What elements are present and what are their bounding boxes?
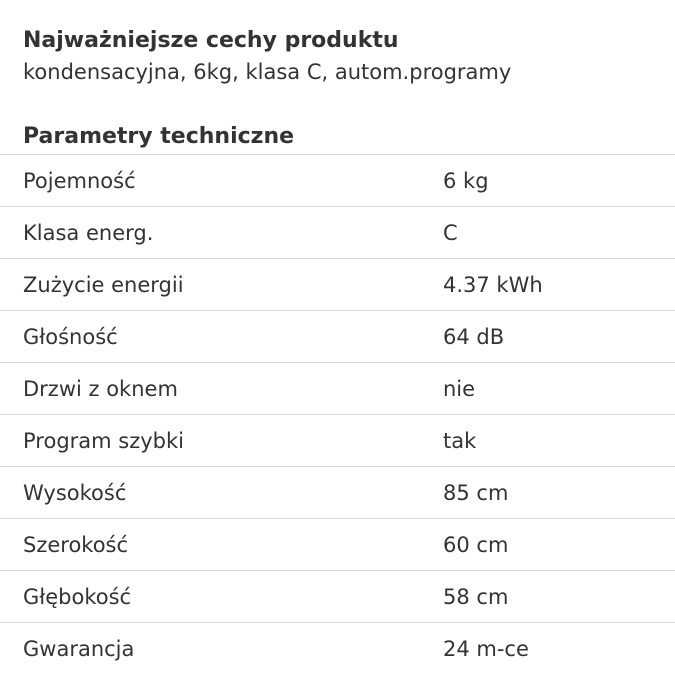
- table-row: [0, 466, 675, 518]
- param-value: 64 dB: [443, 325, 505, 349]
- param-value: 4.37 kWh: [443, 273, 543, 297]
- table-row: [0, 414, 675, 466]
- table-row: [0, 518, 675, 570]
- param-label: Wysokość: [23, 481, 127, 505]
- param-value: 85 cm: [443, 481, 509, 505]
- param-label: Głośność: [23, 325, 118, 349]
- param-value: 60 cm: [443, 533, 509, 557]
- param-label: Pojemność: [23, 169, 136, 193]
- table-row: [0, 310, 675, 362]
- param-value: 24 m-ce: [443, 637, 529, 661]
- param-label: Klasa energ.: [23, 221, 154, 245]
- param-value: 6 kg: [443, 169, 489, 193]
- table-row: [0, 258, 675, 310]
- table-row: [0, 362, 675, 414]
- param-label: Zużycie energii: [23, 273, 184, 297]
- param-value: nie: [443, 377, 476, 401]
- table-row: [0, 570, 675, 622]
- table-row: [0, 622, 675, 674]
- table-row: [0, 206, 675, 258]
- features-heading: Najważniejsze cechy produktu: [23, 28, 399, 53]
- param-value: tak: [443, 429, 477, 453]
- param-value: 58 cm: [443, 585, 509, 609]
- param-label: Głębokość: [23, 585, 132, 609]
- params-heading: Parametry techniczne: [23, 124, 295, 149]
- params-table: [0, 154, 675, 674]
- param-label: Drzwi z oknem: [23, 377, 178, 401]
- features-summary: kondensacyjna, 6kg, klasa C, autom.programy: [23, 60, 512, 84]
- table-row: [0, 154, 675, 206]
- param-label: Gwarancja: [23, 637, 135, 661]
- param-label: Program szybki: [23, 429, 184, 453]
- param-value: C: [443, 221, 458, 245]
- param-label: Szerokość: [23, 533, 129, 557]
